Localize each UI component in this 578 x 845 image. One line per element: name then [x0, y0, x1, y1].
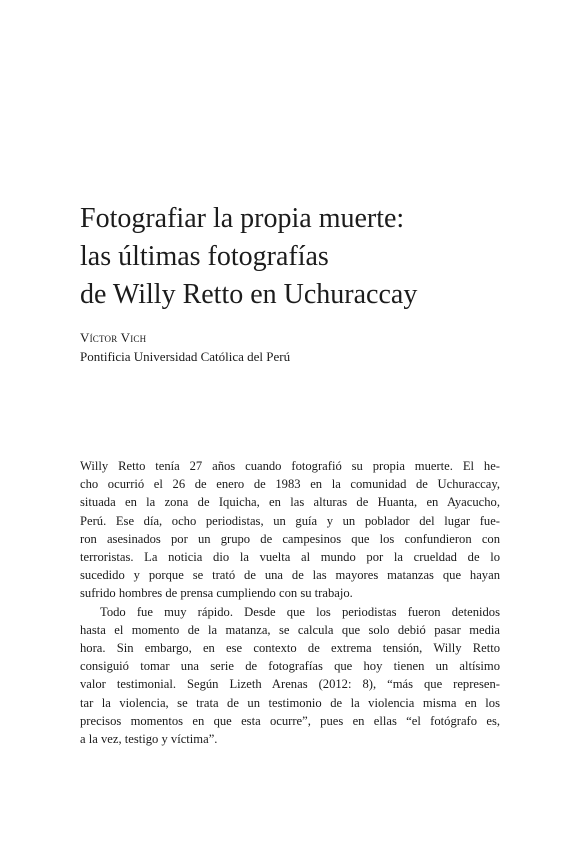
chapter-title-line: de Willy Retto en Uchuraccay — [80, 279, 418, 310]
body-line: Perú. Ese día, ocho periodistas, un guía y un poblador del lugar fue- — [80, 513, 500, 528]
body-line: hasta el momento de la matanza, se calcula que solo debió pasar media — [80, 622, 500, 637]
chapter-title-line: Fotografiar la propia muerte: — [80, 203, 405, 234]
body-line: sucedido y porque se trató de una de las mayores matanzas que hayan — [80, 568, 500, 583]
body-line: situada en la zona de Iquicha, en las alturas de Huanta, en Ayacucho, — [80, 495, 500, 510]
body-line: tar la violencia, se trata de un testimonio de la violencia misma en los — [80, 695, 500, 710]
body-line: a la vez, testigo y víctima”. — [80, 732, 218, 747]
body-line: valor testimonial. Según Lizeth Arenas (2012: 8), “más que represen- — [80, 677, 500, 692]
author-name: Víctor Vich — [80, 330, 147, 345]
chapter-title — [80, 200, 520, 314]
body-line: precisos momentos en que esta ocurre”, pues en ellas “el fotógrafo es, — [80, 713, 500, 728]
body-line: Willy Retto tenía 27 años cuando fotografió su propia muerte. El he- — [80, 459, 500, 473]
body-line: Todo fue muy rápido. Desde que los periodistas fueron detenidos — [100, 604, 500, 619]
body-line: terroristas. La noticia dio la vuelta al mundo por la crueldad de lo — [80, 550, 500, 565]
body-line: hora. Sin embargo, en ese contexto de extrema tensión, Willy Retto — [80, 641, 500, 656]
body-line: cho ocurrió el 26 de enero de 1983 en la comunidad de Uchuraccay, — [80, 477, 500, 492]
body-line: ron asesinados por un grupo de campesinos que los confundieron con — [80, 531, 500, 546]
author-affiliation: Pontificia Universidad Católica del Perú — [80, 349, 291, 364]
chapter-title-line: las últimas fotografías — [80, 241, 329, 272]
body-line: sufrido hombres de prensa cumpliendo con su trabajo. — [80, 586, 353, 601]
body-line: consiguió tomar una serie de fotografías que hoy tienen un altísimo — [80, 659, 500, 674]
body-text — [80, 457, 500, 748]
